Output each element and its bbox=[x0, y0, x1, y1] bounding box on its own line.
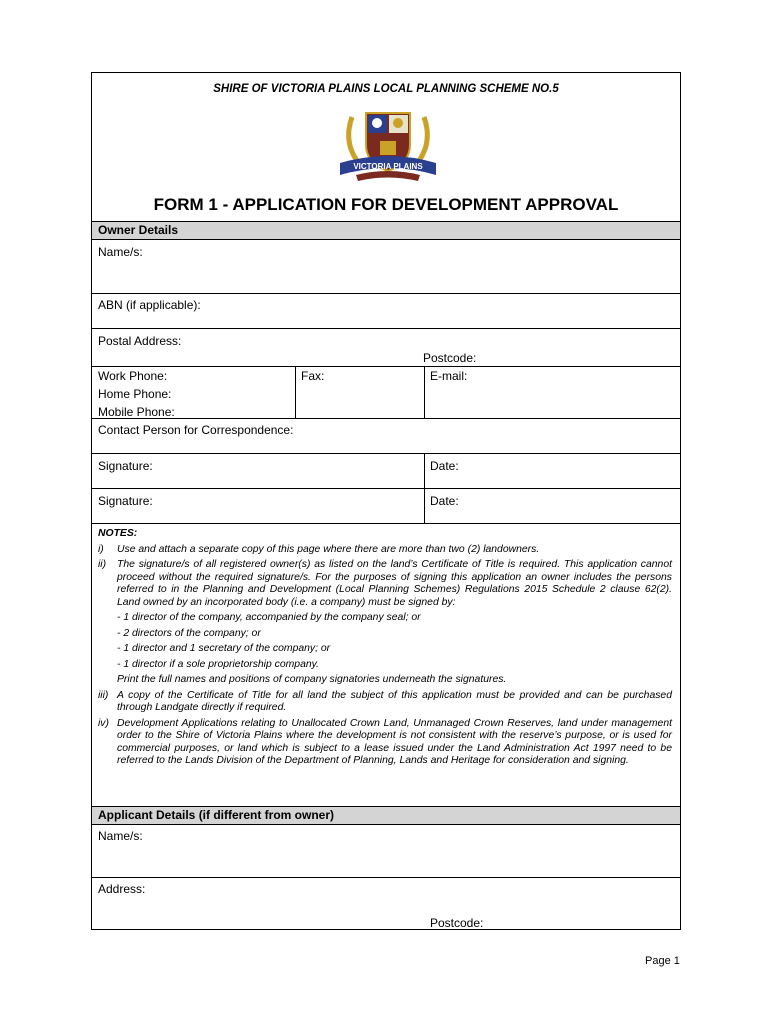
fax-label: Fax: bbox=[301, 369, 325, 383]
owner-names-field[interactable] bbox=[92, 241, 680, 293]
note-sub-item: - 1 director if a sole proprietorship company. bbox=[117, 658, 319, 670]
note-sub-item: - 2 directors of the company; or bbox=[117, 627, 261, 639]
phone-fields[interactable] bbox=[92, 367, 295, 417]
fax-field[interactable] bbox=[296, 367, 424, 417]
note-print-instruction: Print the full names and positions of company signatories underneath the signatures. bbox=[117, 674, 507, 685]
signature-label-2: Signature: bbox=[98, 494, 153, 508]
signature-field-2[interactable] bbox=[92, 489, 424, 523]
work-phone-label: Work Phone: bbox=[98, 369, 168, 383]
note-text: The signature/s of all registered owner(s) as listed on the land’s Certificate of Title is required. This application cannot proceed without the required signature/s. For the purposes of signing this application an owner includes the persons referred to in the Planning and Development (Local Planning Schemes) Regulations 2015 Schedule 2 clause 62(2). Land owned by an incorporated body (i.e. a company) must be signed by: bbox=[117, 559, 672, 608]
note-item bbox=[98, 718, 672, 768]
owner-abn-label: ABN (if applicable): bbox=[98, 298, 201, 312]
applicant-address-field[interactable] bbox=[92, 878, 680, 929]
note-number: iii) bbox=[98, 689, 109, 701]
note-text: A copy of the Certificate of Title for all land the subject of this application must be provided and can be purchased through Landgate directly if required. bbox=[117, 689, 672, 713]
form-frame bbox=[91, 72, 681, 930]
applicant-names-label: Name/s: bbox=[98, 829, 143, 843]
signature-field-1[interactable] bbox=[92, 454, 424, 488]
note-sub-item: - 1 director and 1 secretary of the company; or bbox=[117, 643, 331, 654]
note-item bbox=[98, 690, 672, 715]
date-label-1: Date: bbox=[430, 459, 459, 473]
contact-person-field[interactable] bbox=[92, 419, 680, 453]
note-item bbox=[98, 559, 672, 609]
note-text: Use and attach a separate copy of this page where there are more than two (2) landowners. bbox=[117, 543, 540, 555]
owner-abn-field[interactable] bbox=[92, 294, 680, 328]
note-number: i) bbox=[98, 543, 104, 555]
page-number: Page 1 bbox=[645, 955, 680, 967]
contact-person-label: Contact Person for Correspondence: bbox=[98, 423, 294, 437]
form-title: FORM 1 - APPLICATION FOR DEVELOPMENT APPROVAL bbox=[153, 195, 619, 214]
owner-postcode-label: Postcode: bbox=[423, 351, 477, 365]
email-label: E-mail: bbox=[430, 369, 468, 383]
date-field-1[interactable] bbox=[425, 454, 680, 488]
notes-heading: NOTES: bbox=[98, 528, 138, 539]
shire-crest-logo bbox=[332, 105, 444, 187]
date-label-2: Date: bbox=[430, 494, 459, 508]
note-text: Development Applications relating to Unallocated Crown Land, Unmanaged Crown Reserves, land under management order to the Shire of Victoria Plains where the development is not consistent with the reserve’s purpose, or is used for commercial purposes, or land which is subject to a lease issued under the Land Administration Act 1997 need to be referred to the Lands Division of the Department of Planning, Lands and Heritage for consideration and signing. bbox=[117, 717, 672, 766]
owner-details-heading: Owner Details bbox=[92, 222, 680, 239]
owner-names-label: Name/s: bbox=[98, 245, 143, 259]
date-field-2[interactable] bbox=[425, 489, 680, 523]
applicant-postcode-label: Postcode: bbox=[430, 916, 484, 930]
scheme-title: SHIRE OF VICTORIA PLAINS LOCAL PLANNING SCHEME NO.5 bbox=[213, 83, 559, 95]
note-number: iv) bbox=[98, 717, 109, 729]
note-sub-item: - 1 director of the company, accompanied by the company seal; or bbox=[117, 612, 421, 623]
owner-postal-label: Postal Address: bbox=[98, 334, 182, 348]
notes-block bbox=[98, 528, 672, 768]
note-number: ii) bbox=[98, 559, 107, 570]
applicant-details-heading: Applicant Details (if different from owner) bbox=[92, 807, 680, 824]
applicant-address-label: Address: bbox=[98, 882, 146, 896]
owner-postal-field[interactable] bbox=[92, 329, 680, 366]
logo-text: VICTORIA PLAINS bbox=[353, 162, 423, 171]
signature-label-1: Signature: bbox=[98, 459, 153, 473]
email-field[interactable] bbox=[425, 367, 680, 417]
applicant-names-field[interactable] bbox=[92, 825, 680, 877]
home-phone-label: Home Phone: bbox=[98, 387, 172, 401]
note-item bbox=[98, 544, 672, 557]
mobile-phone-label: Mobile Phone: bbox=[98, 405, 175, 419]
